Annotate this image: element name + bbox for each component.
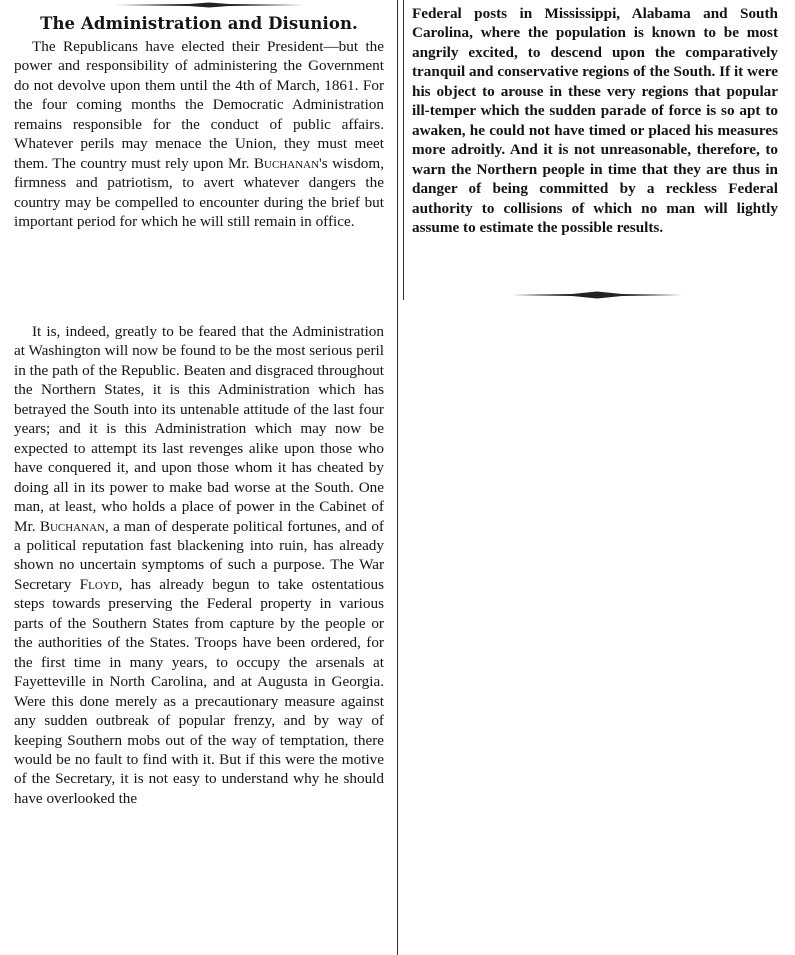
article-headline: The Administration and Disunion. xyxy=(40,14,358,33)
paragraph-3: Federal posts in Mississippi, Alabama and South Carolina, where the population is known to be most angrily excited, to descend upon the comparatively tranquil and conservative regions of the South. If it were his object to arouse in these very regions that popular ill-temper which the sudden parade of force is so apt to awaken, he could not have timed or placed his measures more adroitly. And it is not unreasonable, therefore, to warn the Northern people in time that they are thus in danger of being committed by a reckless Federal authority to collisions of which no man will lightly assume to estimate the possible results. xyxy=(412,5,778,236)
name-buchanan: Buchanan xyxy=(39,517,105,535)
right-column-rule xyxy=(403,0,404,300)
paragraph-1: The Republicans have elected their President—but the power and responsibility of administering the Government do not devolve upon them until the 4th of March, 1861. For the four coming months the Democratic Administration remains responsible for the conduct of public affairs. Whatever perils may menace the Union, they must meet them. The country must rely upon Mr. Buchanan's wisdom, firmness and patriotism, to avert whatever dangers the country may be compelled to encounter during the brief but important period for which he will still remain in office. xyxy=(14,38,384,231)
end-ornament-rule xyxy=(512,291,682,299)
name-buchanan: Buchanan xyxy=(253,154,320,172)
top-ornament-rule xyxy=(114,2,304,8)
column-divider xyxy=(397,0,398,955)
name-floyd: Floyd xyxy=(79,575,119,593)
paragraph-2: It is, indeed, greatly to be feared that the Administration at Washington will now be found to be the most serious peril in the path of the Republic. Beaten and disgraced throughout the Northern States, it is this Administration which has betrayed the South into its untenable attitude of the last four years; and it is this Administration which may now be expected to attempt its last revenges alike upon those who have conquered it, and upon those whom it has cheated by doing all in its power to make bad worse at the South. One man, at least, who holds a place of power in the Cabinet of Mr. Buchanan, a man of desperate political fortunes, and of a political reputation fast blackening into ruin, has already shown no uncertain symptoms of such a purpose. The War Secretary Floyd, has already begun to take ostentatious steps towards preserving the Federal property in various parts of the Southern States from capture by the people or the authorities of the States. Troops have been ordered, for the first time in many years, to occupy the arsenals at Fayetteville in North Carolina, and at Augusta in Georgia. Were this done merely as a precautionary measure against any sudden outbreak of popular frenzy, and by way of keeping Southern mobs out of the way of temptation, there would be no fault to find with it. But if this were the motive of the Secretary, it is not easy to understand why he should have overlooked the xyxy=(14,323,385,807)
